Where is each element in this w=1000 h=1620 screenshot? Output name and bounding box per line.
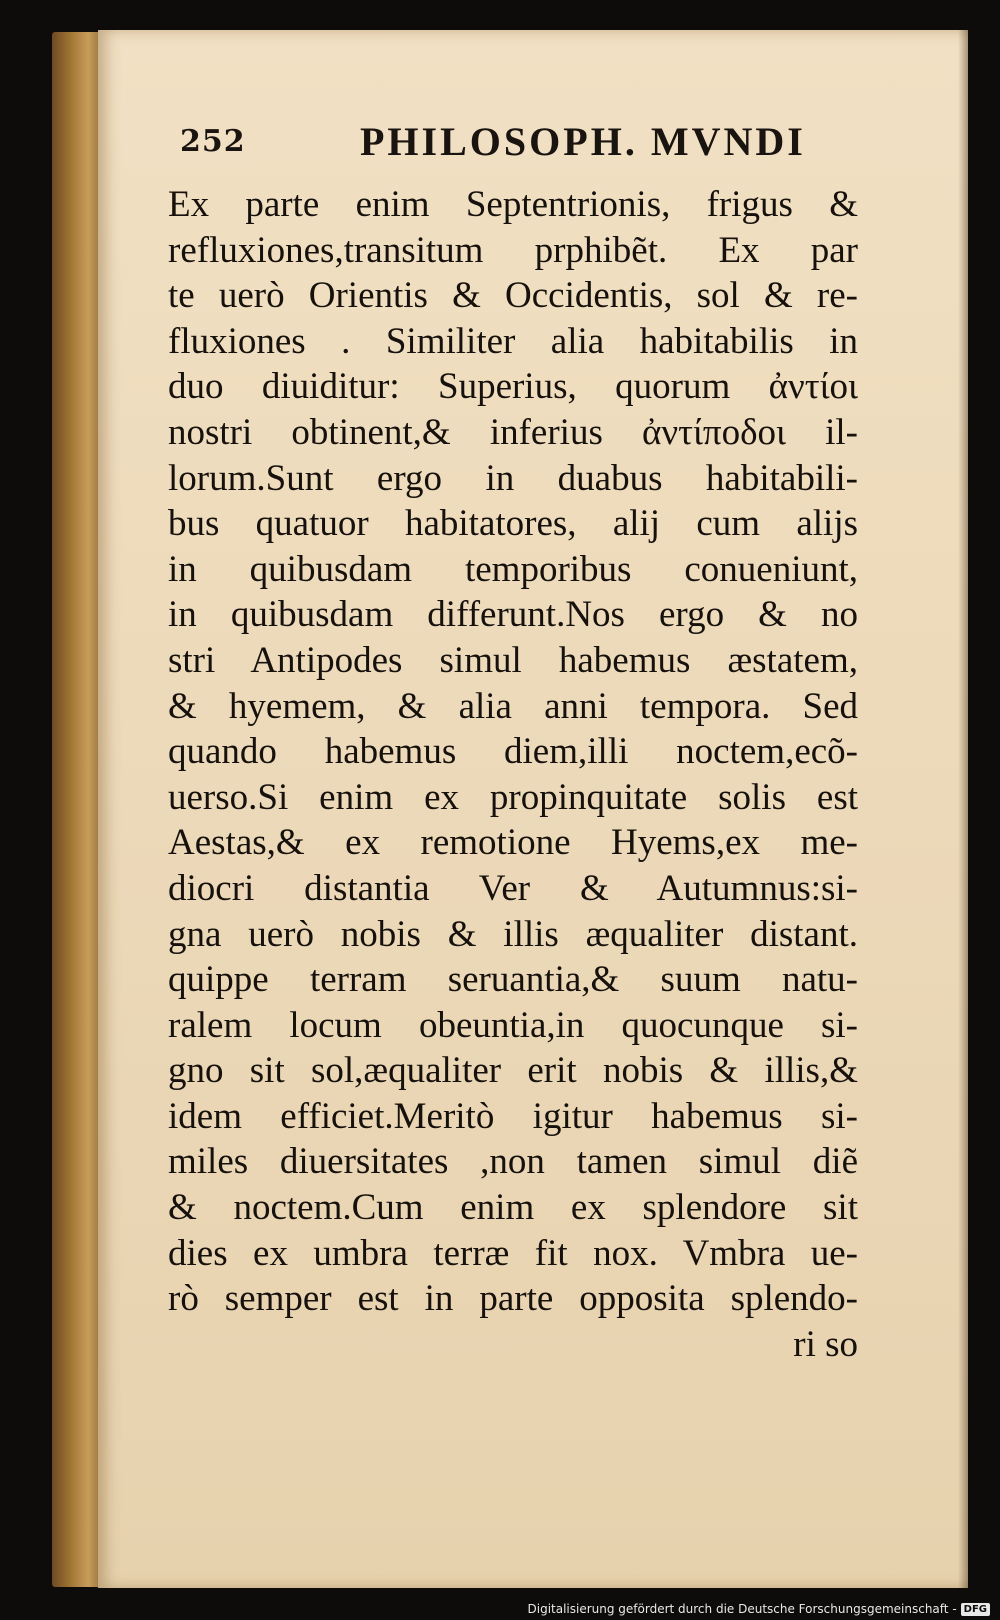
credit-text: Digitalisierung gefördert durch die Deutsche Forschungsgemeinschaft - [527, 1602, 957, 1616]
page-number: 252 [180, 124, 246, 159]
text-line: miles diuersitates ,non tamen simul diẽ [168, 1141, 858, 1183]
text-line: & hyemem, & alia anni tempora. Sed [168, 685, 858, 727]
text-line: diocri distantia Ver & Autumnus:si- [168, 867, 858, 909]
page-fold-shadow [958, 30, 968, 1588]
text-line: fluxiones . Similiter alia habitabilis in [168, 320, 858, 362]
digitization-credit [528, 1602, 991, 1616]
book-edge [52, 32, 104, 1587]
text-line: ralem locum obeuntia,in quocunque si- [168, 1004, 858, 1046]
text-line: duo diuiditur: Superius, quorum ἀντίοι [168, 366, 858, 408]
text-line: Aestas,& ex remotione Hyems,ex me- [168, 822, 858, 864]
text-line: in quibusdam temporibus conueniunt, [168, 548, 858, 590]
text-line: bus quatuor habitatores, alij cum alijs [168, 503, 858, 545]
text-line: dies ex umbra terræ fit nox. Vmbra ue- [168, 1232, 858, 1274]
text-line: te uerò Orientis & Occidentis, sol & re- [168, 275, 858, 317]
text-line: lorum.Sunt ergo in duabus habitabili- [168, 457, 858, 499]
text-line: Ex parte enim Septentrionis, frigus & [168, 184, 858, 225]
text-line: refluxiones,transitum prphibẽt. Ex par [168, 229, 858, 271]
running-head: PHILOSOPH. MVNDI [360, 119, 806, 164]
catchword: ri so [793, 1323, 858, 1365]
dfg-logo: DFG [961, 1603, 990, 1616]
text-line: quando habemus diem,illi noctem,ecõ- [168, 731, 858, 773]
text-line: idem efficiet.Meritò igitur habemus si- [168, 1095, 858, 1137]
text-line: stri Antipodes simul habemus æstatem, [168, 639, 858, 681]
text-line: uerso.Si enim ex propinquitate solis est [168, 776, 858, 818]
body-text [168, 182, 858, 1367]
text-line: gna uerò nobis & illis æqualiter distant. [168, 913, 858, 955]
page-header [180, 118, 860, 178]
text-line: gno sit sol,æqualiter erit nobis & illis,& [168, 1050, 858, 1092]
text-line: rò semper est in parte opposita splendo- [168, 1278, 858, 1320]
text-line: nostri obtinent,& inferius ἀντίποδοι il- [168, 411, 858, 453]
text-line: in quibusdam differunt.Nos ergo & no [168, 594, 858, 636]
text-line: quippe terram seruantia,& suum natu- [168, 959, 858, 1001]
text-line: & noctem.Cum enim ex splendore sit [168, 1187, 858, 1229]
